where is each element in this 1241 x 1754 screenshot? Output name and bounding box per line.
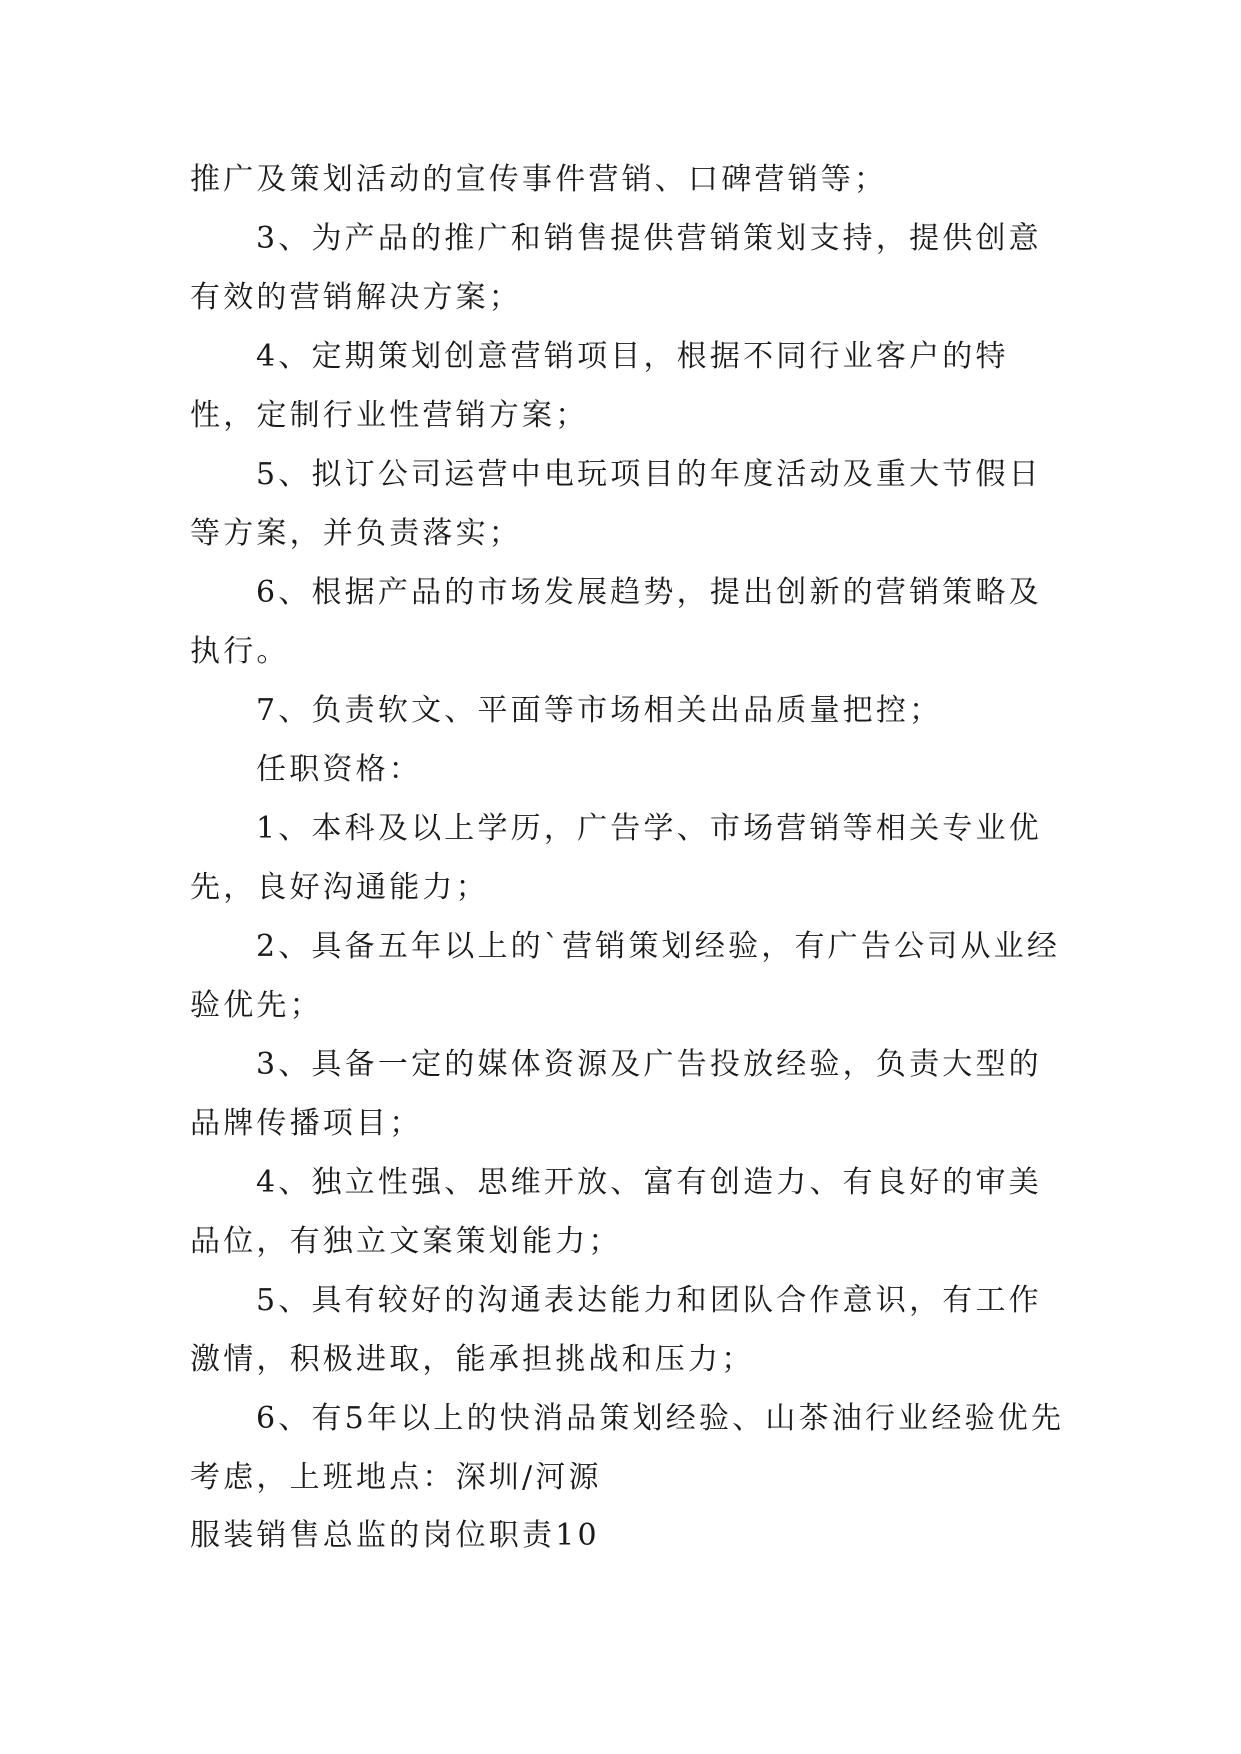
paragraph-9: 3、具备一定的媒体资源及广告投放经验，负责大型的品牌传播项目； [190, 1047, 1042, 1141]
paragraph-2: 3、为产品的推广和销售提供营销策划支持，提供创意有效的营销解决方案； [190, 221, 1042, 315]
document-body [190, 150, 1070, 1563]
paragraph-11: 5、具有较好的沟通表达能力和团队合作意识，有工作激情，积极进取，能承担挑战和压力； [190, 1283, 1042, 1377]
paragraph-8: 2、具备五年以上的`营销策划经验，有广告公司从业经验优先； [190, 929, 1061, 1023]
paragraph-6: 7、负责软文、平面等市场相关出品质量把控； [256, 693, 943, 728]
section-title: 服装销售总监的岗位职责10 [190, 1518, 600, 1553]
paragraph-4: 5、拟订公司运营中电玩项目的年度活动及重大节假日等方案，并负责落实； [190, 457, 1042, 551]
paragraph-12: 6、有5年以上的快消品策划经验、山茶油行业经验优先考虑，上班地点：深圳/河源 [190, 1401, 1065, 1495]
paragraph-5: 6、根据产品的市场发展趋势，提出创新的营销策略及执行。 [190, 575, 1042, 669]
paragraph-3: 4、定期策划创意营销项目，根据不同行业客户的特性，定制行业性营销方案； [190, 339, 1009, 433]
paragraph-7: 1、本科及以上学历，广告学、市场营销等相关专业优先，良好沟通能力； [190, 811, 1042, 905]
paragraph-1: 推广及策划活动的宣传事件营销、口碑营销等； [190, 162, 888, 197]
qualifications-heading: 任职资格： [256, 752, 422, 787]
paragraph-10: 4、独立性强、思维开放、富有创造力、有良好的审美品位，有独立文案策划能力； [190, 1165, 1042, 1259]
